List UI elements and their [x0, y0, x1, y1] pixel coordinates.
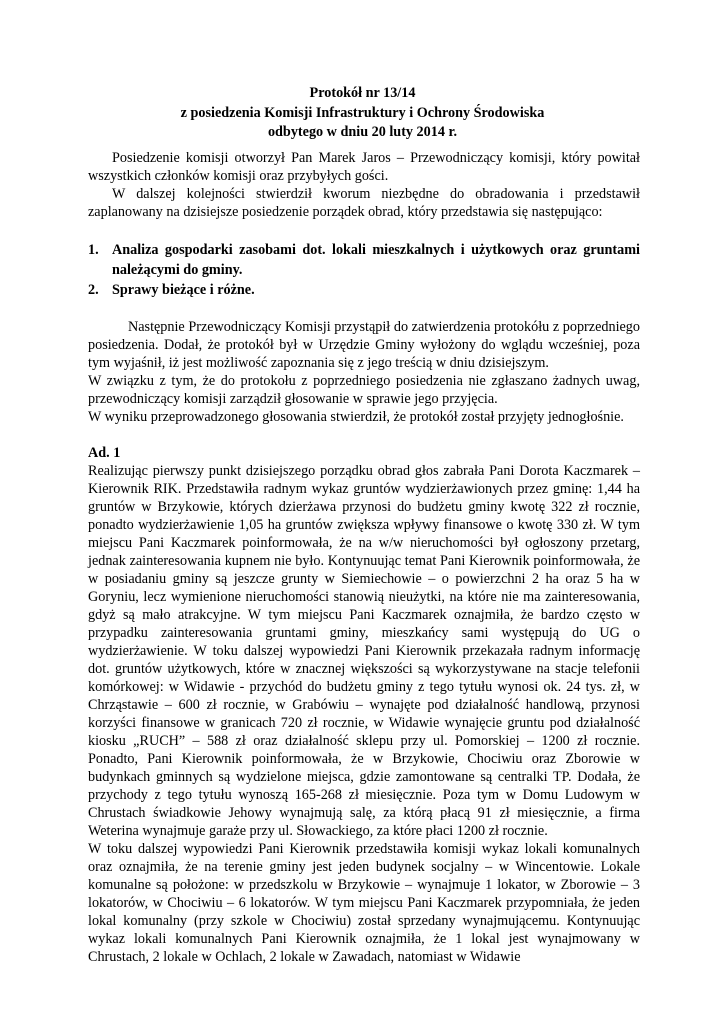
ad1-paragraph-premises: W toku dalszej wypowiedzi Pani Kierownik przedstawiła komisji wykaz lokali komunalnych oraz oznajmiła, że na terenie gminy jest jeden budynek socjalny – w Wincentowie. Lokale komunalne są położone: w przedszkolu w Brzykowie – wynajmuje 1 lokator, w Zborowie – 3 lokatorów, w Chociwiu – 6 lokatorów. W tym miejscu Pani Kaczmarek przypomniała, że jeden lokal komunalny (przy szkole w Chociwiu) został sprzedany wynajmującemu. Kontynuując wykaz lokali komunalnych Pani Kierownik oznajmiła, że 1 lokal jest wynajmowany w Chrustach, 2 lokale w Ochlach, 2 lokale w Zawadach, natomiast w Widawie: [88, 841, 640, 965]
agenda-item: [88, 280, 640, 300]
minutes-vote-paragraph: W związku z tym, że do protokołu z poprzedniego posiedzenia nie zgłaszano żadnych uwag, przewodniczący komisji zarządził głosowanie w sprawie jego przyjęcia.: [88, 373, 640, 407]
agenda-list: [88, 240, 640, 300]
intro-paragraph-agenda: W dalszej kolejności stwierdził kworum niezbędne do obradowania i przedstawił zaplanowany na dzisiejsze posiedzenie porządek obrad, który przedstawia się następująco:: [88, 186, 640, 220]
agenda-item: [88, 240, 640, 280]
spacer: [88, 426, 640, 444]
intro-paragraph-opening: Posiedzenie komisji otworzył Pan Marek Jaros – Przewodniczący komisji, który powitał wszystkich członków komisji oraz przybyłych gości.: [88, 150, 640, 184]
section-heading-ad1: Ad. 1: [88, 445, 121, 461]
document-body: [88, 149, 640, 966]
ad1-paragraph-land: Realizując pierwszy punkt dzisiejszego porządku obrad głos zabrała Pani Dorota Kaczmarek – Kierownik RIK. Przedstawiła radnym wykaz gruntów wydzierżawionych przez gminę: 1,44 ha gruntów w Brzykowie, których dzierżawa przynosi do budżetu gminy kwotę 322 zł rocznie, ponadto wydzierżawienie 1,05 ha gruntów zwiększa wpływy finansowe o kwotę 330 zł. W tym miejscu Pani Kaczmarek poinformowała, że na w/w nieruchomości był ogłoszony przetarg, jednak zainteresowania kupnem nie było. Kontynuując temat Pani Kierownik poinformowała, że w posiadaniu gminy są jeszcze grunty w Siemiechowie – o powierzchni 2 ha oraz 5 ha w Goryniu, lecz wymienione nieruchomości stanowią nieużytki, na które nie ma zainteresowania, gdyż są mało atrakcyjne. W tym miejscu Pani Kaczmarek oznajmiła, że bardzo często w przypadku zainteresowania gruntami gminy, mieszkańcy sami występują do UG o wydzierżawienie. W toku dalszej wypowiedzi Pani Kierownik przekazała radnym informację dot. gruntów użytkowych, które w znacznej większości są wykorzystywane na stacje telefonii komórkowej: w Widawie - przychód do budżetu gminy z tego tytułu wynosi ok. 24 tys. zł, w Chrząstawie – 600 zł rocznie, w Grabówiu – wynajęte pod działalność handlową, przynosi korzyści finansowe w granicach 720 zł rocznie, w Widawie wynajęcie gruntu pod działalność kiosku „RUCH” – 588 zł oraz działalność sklepu przy ul. Pomorskiej – 1200 zł rocznie. Ponadto, Pani Kierownik poinformowała, że w Brzykowie, Chociwiu oraz Zborowie w budynkach gminnych są wydzielone miejsca, gdzie zamontowane są centralki TP. Dodała, że przychody z tego tytułu wynoszą 165-268 zł miesięcznie. Poza tym w Domu Ludowym w Chrustach świadkowie Jehowy wynajmują salę, za którą płacą 91 zł miesięcznie, a firma Weterina wynajmuje garaże przy ul. Słowackiego, za które płaci 1200 zł rocznie.: [88, 463, 640, 839]
protocol-title: Protokół nr 13/14: [309, 85, 416, 101]
protocol-subtitle: z posiedzenia Komisji Infrastruktury i Ochrony Środowiska: [180, 104, 545, 121]
minutes-approval-paragraph: Następnie Przewodniczący Komisji przystąpił do zatwierdzenia protokółu z poprzedniego posiedzenia. Dodał, że protokół był w Urzędzie Gminy wyłożony do wglądu wcześniej, poza tym wyjaśnił, iż jest możliwość zapoznania się z jego treścią w dniu dzisiejszym.: [88, 319, 640, 371]
agenda-item-text: Analiza gospodarki zasobami dot. lokali mieszkalnych i użytkowych oraz gruntami należącymi do gminy.: [112, 242, 640, 278]
agenda-item-text: Sprawy bieżące i różne.: [112, 282, 255, 298]
protocol-date: odbytego w dniu 20 luty 2014 r.: [267, 124, 458, 140]
agenda-item-number: 2.: [88, 282, 99, 298]
spacer: [88, 300, 640, 318]
minutes-result-paragraph: W wyniku przeprowadzonego głosowania stwierdził, że protokół został przyjęty jednogłośnie.: [88, 409, 624, 425]
spacer: [88, 221, 640, 240]
protocol-header: [0, 84, 725, 143]
agenda-item-number: 1.: [88, 242, 99, 258]
